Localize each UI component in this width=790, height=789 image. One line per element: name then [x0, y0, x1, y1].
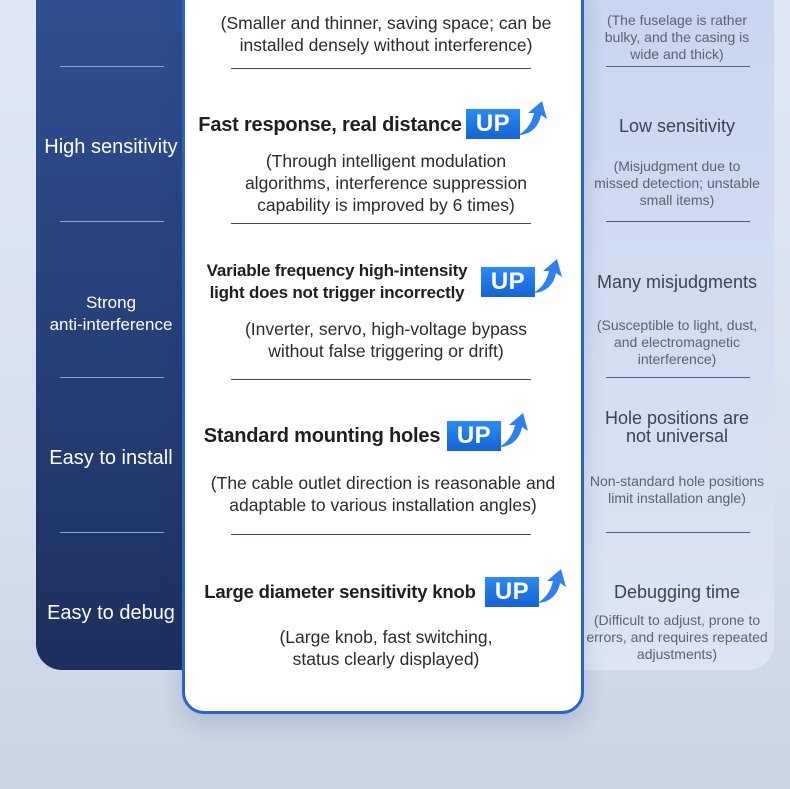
desc-line: (Difficult to adjust, prone to: [593, 612, 761, 628]
up-badge-label: UP: [466, 109, 520, 139]
center-divider: [231, 68, 531, 69]
desc-line: (The cable outlet direction is reasonable and: [210, 473, 556, 493]
desc-line: and electromagnetic: [613, 334, 741, 350]
right-competitor-column: [570, 0, 774, 670]
right-divider: [606, 377, 750, 378]
up-arrow-icon: [512, 101, 548, 139]
up-arrow-icon: [493, 413, 529, 451]
center-divider: [231, 223, 531, 224]
desc-line: (Large knob, fast switching,: [279, 627, 493, 647]
left-feature-column: [36, 0, 196, 670]
desc-line: small items): [639, 192, 715, 208]
desc-line: algorithms, interference suppression: [244, 173, 528, 193]
up-badge-label: UP: [485, 577, 539, 607]
left-divider: [60, 532, 164, 533]
desc-line: capability is improved by 6 times): [257, 195, 515, 215]
desc-line: adjustments): [636, 646, 718, 662]
right-divider: [606, 66, 750, 67]
left-divider: [60, 221, 164, 222]
left-label-easy-to-install: Easy to install: [49, 447, 173, 469]
title-line: not universal: [625, 426, 729, 446]
right-title-many-misjudgments: Many misjudgments: [596, 272, 758, 292]
left-label-line: Strong: [85, 293, 137, 312]
desc-line: Non-standard hole positions: [589, 473, 765, 489]
desc-line: status clearly displayed): [292, 649, 480, 669]
center-divider: [231, 534, 531, 535]
up-badge: [485, 569, 567, 607]
center-top-desc: [205, 12, 567, 56]
up-arrow-icon: [527, 259, 563, 297]
left-divider: [60, 377, 164, 378]
center-desc: [205, 150, 567, 216]
desc-line: (The fuselage is rather: [606, 12, 748, 28]
desc-line: missed detection; unstable: [594, 175, 760, 191]
right-desc: [580, 317, 774, 368]
desc-line: adaptable to various installation angles): [229, 495, 537, 515]
left-label-line: anti-interference: [49, 315, 173, 334]
center-divider: [231, 379, 531, 380]
up-arrow-icon: [531, 569, 567, 607]
center-title-fast-response: Fast response, real distance: [198, 114, 462, 136]
desc-line: (Smaller and thinner, saving space; can be: [220, 13, 552, 33]
left-divider: [60, 66, 164, 67]
desc-line: wide and thick): [630, 46, 724, 62]
right-desc: [580, 612, 774, 663]
desc-line: (Susceptible to light, dust,: [596, 317, 758, 333]
left-label-strong-anti-interference: [36, 292, 186, 336]
right-divider: [606, 532, 750, 533]
center-title-standard-mounting-holes: Standard mounting holes: [203, 425, 441, 447]
center-desc: [205, 626, 567, 670]
left-label-easy-to-debug: Easy to debug: [47, 602, 175, 624]
desc-line: (Through intelligent modulation: [265, 151, 507, 171]
right-title-debugging-time: Debugging time: [613, 582, 741, 602]
title-line: light does not trigger incorrectly: [209, 283, 465, 302]
center-feature-card: [182, 0, 584, 714]
up-badge: [481, 259, 563, 297]
desc-line: limit installation angle): [608, 490, 746, 506]
title-line: Variable frequency high-intensity: [206, 261, 468, 280]
up-badge: [466, 101, 548, 139]
desc-line: without false triggering or drift): [268, 341, 504, 361]
center-title-variable-frequency: [195, 260, 479, 304]
desc-line: errors, and requires repeated: [586, 629, 768, 645]
right-desc: [580, 473, 774, 507]
right-divider: [606, 221, 750, 222]
title-line: Hole positions are: [604, 408, 750, 428]
desc-line: installed densely without interference): [239, 35, 533, 55]
center-desc: [193, 472, 573, 516]
right-top-desc: [580, 12, 774, 63]
left-label-high-sensitivity: High sensitivity: [44, 136, 178, 158]
up-badge: [447, 413, 529, 451]
right-title-hole-positions: [580, 409, 774, 445]
desc-line: (Inverter, servo, high-voltage bypass: [244, 319, 528, 339]
desc-line: interference): [637, 351, 717, 367]
right-desc: [580, 158, 774, 209]
desc-line: bulky, and the casing is: [604, 29, 750, 45]
up-badge-label: UP: [447, 421, 501, 451]
center-desc: [205, 318, 567, 362]
desc-line: (Misjudgment due to: [613, 158, 741, 174]
up-badge-label: UP: [481, 267, 535, 297]
right-title-low-sensitivity: Low sensitivity: [618, 116, 736, 136]
center-title-large-knob: Large diameter sensitivity knob: [204, 581, 476, 602]
